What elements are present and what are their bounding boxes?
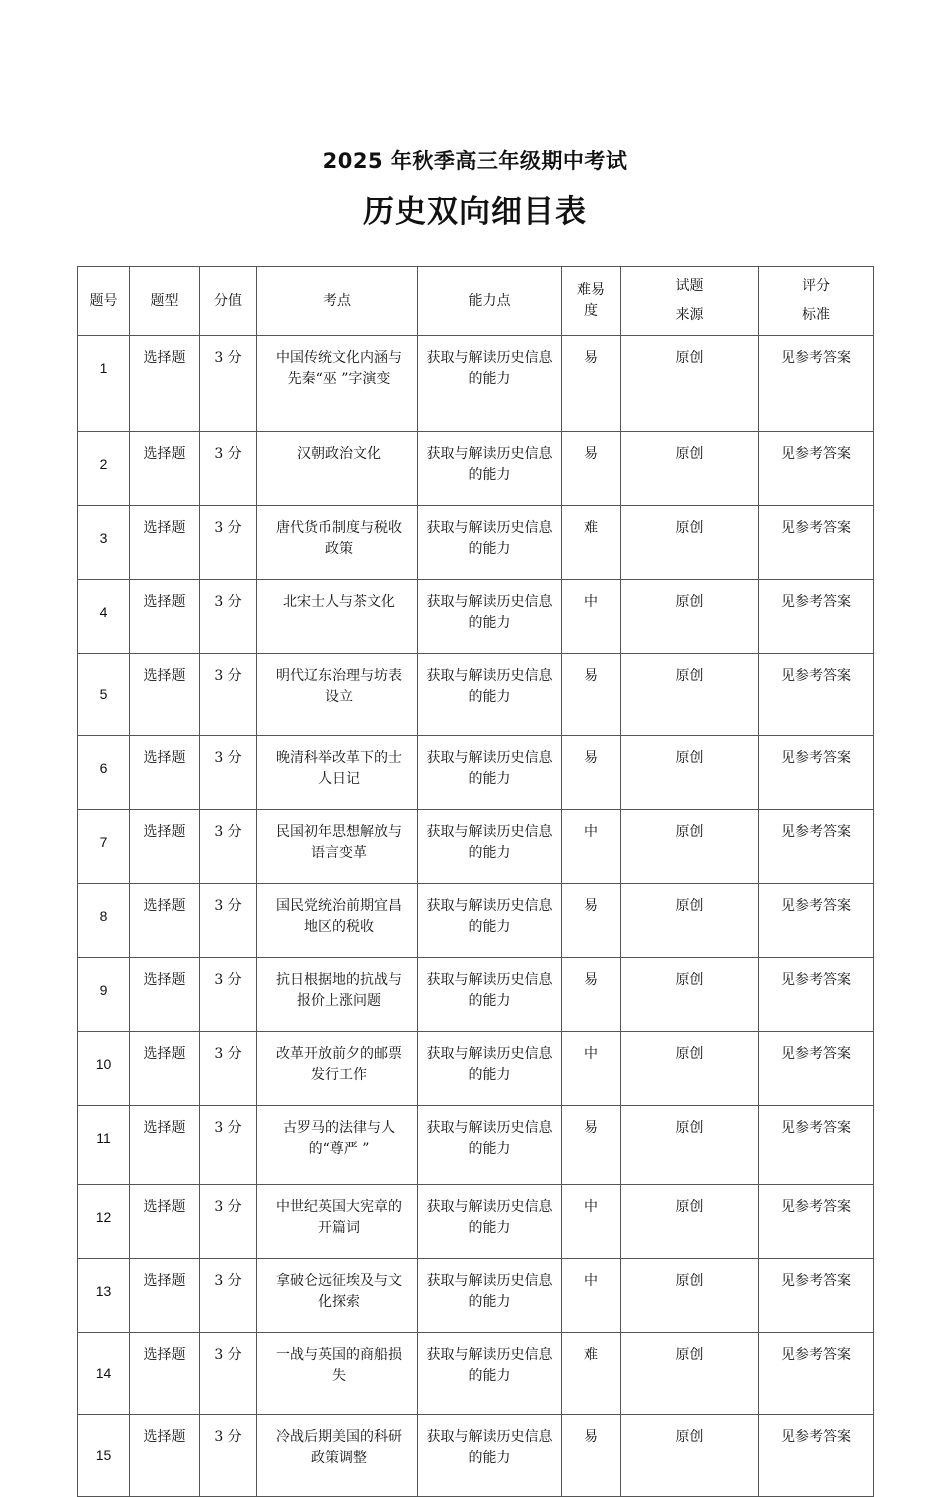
topic-cell: 民国初年思想解放与语言变革: [257, 810, 418, 884]
topic-cell: 拿破仑远征埃及与文化探索: [257, 1259, 418, 1333]
source-cell: 原创: [621, 580, 759, 654]
source-cell: 原创: [621, 810, 759, 884]
source-cell: 原创: [621, 1185, 759, 1259]
question-type-cell: 选择题: [130, 736, 200, 810]
spec-table: [77, 266, 874, 1497]
score-cell: 3 分: [200, 654, 257, 736]
standard-cell: 见参考答案: [759, 1259, 874, 1333]
topic-cell: 汉朝政治文化: [257, 432, 418, 506]
source-cell: 原创: [621, 958, 759, 1032]
question-number-cell: 5: [78, 654, 130, 736]
standard-cell: 见参考答案: [759, 1333, 874, 1415]
question-number-cell: 1: [78, 336, 130, 432]
question-number-cell: 11: [78, 1106, 130, 1185]
score-cell: 3 分: [200, 1415, 257, 1497]
ability-cell: 获取与解读历史信息的能力: [418, 1333, 562, 1415]
col-header-no: 题号: [78, 267, 130, 336]
difficulty-cell: 难: [562, 1333, 621, 1415]
score-cell: 3 分: [200, 958, 257, 1032]
table-row: [78, 958, 874, 1032]
question-type-cell: 选择题: [130, 432, 200, 506]
ability-cell: 获取与解读历史信息的能力: [418, 810, 562, 884]
topic-cell: 中国传统文化内涵与先秦“巫 ”字演变: [257, 336, 418, 432]
ability-cell: 获取与解读历史信息的能力: [418, 1106, 562, 1185]
topic-cell: 晚清科举改革下的士人日记: [257, 736, 418, 810]
ability-cell: 获取与解读历史信息的能力: [418, 1259, 562, 1333]
question-number-cell: 6: [78, 736, 130, 810]
question-type-cell: 选择题: [130, 580, 200, 654]
table-row: [78, 1415, 874, 1497]
question-number-cell: 12: [78, 1185, 130, 1259]
question-number-cell: 13: [78, 1259, 130, 1333]
question-type-cell: 选择题: [130, 1185, 200, 1259]
ability-cell: 获取与解读历史信息的能力: [418, 736, 562, 810]
col-header-standard: 评分标准: [759, 267, 874, 336]
source-cell: 原创: [621, 736, 759, 810]
score-cell: 3 分: [200, 580, 257, 654]
question-type-cell: 选择题: [130, 1415, 200, 1497]
table-row: [78, 736, 874, 810]
score-cell: 3 分: [200, 336, 257, 432]
question-type-cell: 选择题: [130, 1333, 200, 1415]
topic-cell: 北宋士人与茶文化: [257, 580, 418, 654]
table-row: [78, 1185, 874, 1259]
ability-cell: 获取与解读历史信息的能力: [418, 506, 562, 580]
standard-cell: 见参考答案: [759, 958, 874, 1032]
col-header-source: 试题来源: [621, 267, 759, 336]
standard-cell: 见参考答案: [759, 810, 874, 884]
col-header-score: 分值: [200, 267, 257, 336]
difficulty-cell: 易: [562, 958, 621, 1032]
difficulty-cell: 易: [562, 884, 621, 958]
ability-cell: 获取与解读历史信息的能力: [418, 336, 562, 432]
question-type-cell: 选择题: [130, 810, 200, 884]
question-number-cell: 2: [78, 432, 130, 506]
question-type-cell: 选择题: [130, 1106, 200, 1185]
difficulty-cell: 易: [562, 1415, 621, 1497]
topic-cell: 明代辽东治理与坊表设立: [257, 654, 418, 736]
difficulty-cell: 中: [562, 580, 621, 654]
topic-cell: 一战与英国的商船损失: [257, 1333, 418, 1415]
exam-title: 2025 年秋季高三年级期中考试: [322, 149, 628, 173]
difficulty-cell: 中: [562, 810, 621, 884]
topic-cell: 国民党统治前期宜昌地区的税收: [257, 884, 418, 958]
ability-cell: 获取与解读历史信息的能力: [418, 1415, 562, 1497]
col-header-difficulty: 难易度: [562, 267, 621, 336]
difficulty-cell: 易: [562, 1106, 621, 1185]
question-number-cell: 14: [78, 1333, 130, 1415]
source-cell: 原创: [621, 336, 759, 432]
source-cell: 原创: [621, 884, 759, 958]
source-cell: 原创: [621, 1333, 759, 1415]
table-body: [78, 336, 874, 1497]
question-type-cell: 选择题: [130, 336, 200, 432]
table-row: [78, 810, 874, 884]
difficulty-cell: 易: [562, 654, 621, 736]
table-row: [78, 1259, 874, 1333]
question-number-cell: 4: [78, 580, 130, 654]
table-title: 历史双向细目表: [363, 194, 587, 230]
ability-cell: 获取与解读历史信息的能力: [418, 432, 562, 506]
table-row: [78, 1106, 874, 1185]
topic-cell: 抗日根据地的抗战与报价上涨问题: [257, 958, 418, 1032]
difficulty-cell: 中: [562, 1032, 621, 1106]
score-cell: 3 分: [200, 884, 257, 958]
question-type-cell: 选择题: [130, 654, 200, 736]
question-number-cell: 3: [78, 506, 130, 580]
topic-cell: 冷战后期美国的科研政策调整: [257, 1415, 418, 1497]
score-cell: 3 分: [200, 736, 257, 810]
source-cell: 原创: [621, 1259, 759, 1333]
difficulty-cell: 难: [562, 506, 621, 580]
ability-cell: 获取与解读历史信息的能力: [418, 654, 562, 736]
table-row: [78, 432, 874, 506]
question-number-cell: 9: [78, 958, 130, 1032]
score-cell: 3 分: [200, 1333, 257, 1415]
source-cell: 原创: [621, 506, 759, 580]
question-type-cell: 选择题: [130, 506, 200, 580]
table-row: [78, 580, 874, 654]
topic-cell: 中世纪英国大宪章的开篇词: [257, 1185, 418, 1259]
score-cell: 3 分: [200, 506, 257, 580]
standard-cell: 见参考答案: [759, 1415, 874, 1497]
source-cell: 原创: [621, 1032, 759, 1106]
source-cell: 原创: [621, 1106, 759, 1185]
ability-cell: 获取与解读历史信息的能力: [418, 1185, 562, 1259]
score-cell: 3 分: [200, 810, 257, 884]
question-type-cell: 选择题: [130, 884, 200, 958]
standard-cell: 见参考答案: [759, 1185, 874, 1259]
difficulty-cell: 易: [562, 736, 621, 810]
difficulty-cell: 易: [562, 336, 621, 432]
question-type-cell: 选择题: [130, 1259, 200, 1333]
col-header-type: 题型: [130, 267, 200, 336]
difficulty-cell: 中: [562, 1259, 621, 1333]
ability-cell: 获取与解读历史信息的能力: [418, 884, 562, 958]
question-type-cell: 选择题: [130, 1032, 200, 1106]
standard-cell: 见参考答案: [759, 580, 874, 654]
standard-cell: 见参考答案: [759, 506, 874, 580]
ability-cell: 获取与解读历史信息的能力: [418, 580, 562, 654]
header-row: [78, 267, 874, 336]
question-number-cell: 15: [78, 1415, 130, 1497]
ability-cell: 获取与解读历史信息的能力: [418, 1032, 562, 1106]
table-row: [78, 506, 874, 580]
topic-cell: 改革开放前夕的邮票发行工作: [257, 1032, 418, 1106]
topic-cell: 古罗马的法律与人的“尊严 ”: [257, 1106, 418, 1185]
question-number-cell: 10: [78, 1032, 130, 1106]
table-row: [78, 336, 874, 432]
standard-cell: 见参考答案: [759, 736, 874, 810]
score-cell: 3 分: [200, 432, 257, 506]
table-row: [78, 1333, 874, 1415]
score-cell: 3 分: [200, 1032, 257, 1106]
source-cell: 原创: [621, 654, 759, 736]
standard-cell: 见参考答案: [759, 654, 874, 736]
source-cell: 原创: [621, 1415, 759, 1497]
table-row: [78, 1032, 874, 1106]
source-cell: 原创: [621, 432, 759, 506]
col-header-topic: 考点: [257, 267, 418, 336]
standard-cell: 见参考答案: [759, 336, 874, 432]
score-cell: 3 分: [200, 1259, 257, 1333]
topic-cell: 唐代货币制度与税收政策: [257, 506, 418, 580]
table-row: [78, 654, 874, 736]
difficulty-cell: 易: [562, 432, 621, 506]
question-type-cell: 选择题: [130, 958, 200, 1032]
ability-cell: 获取与解读历史信息的能力: [418, 958, 562, 1032]
difficulty-cell: 中: [562, 1185, 621, 1259]
standard-cell: 见参考答案: [759, 1032, 874, 1106]
standard-cell: 见参考答案: [759, 1106, 874, 1185]
table-row: [78, 884, 874, 958]
score-cell: 3 分: [200, 1106, 257, 1185]
score-cell: 3 分: [200, 1185, 257, 1259]
standard-cell: 见参考答案: [759, 884, 874, 958]
col-header-ability: 能力点: [418, 267, 562, 336]
question-number-cell: 8: [78, 884, 130, 958]
standard-cell: 见参考答案: [759, 432, 874, 506]
question-number-cell: 7: [78, 810, 130, 884]
